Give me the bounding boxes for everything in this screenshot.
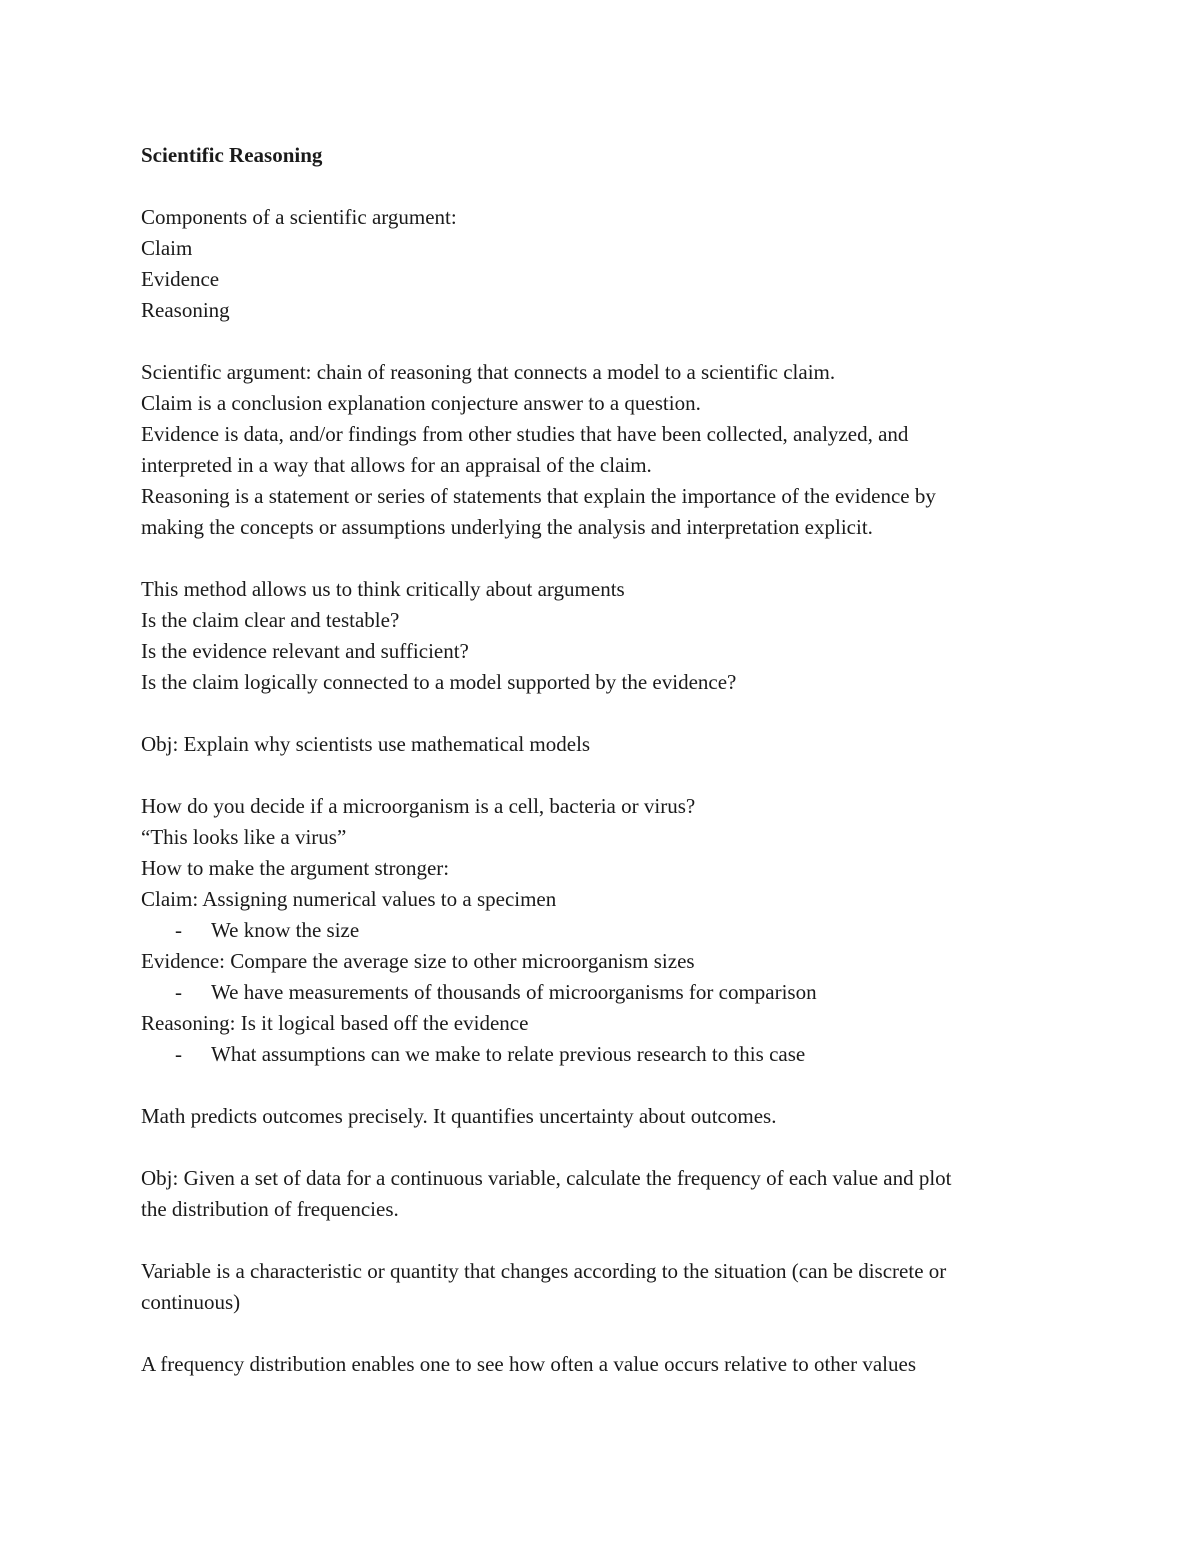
- variable-line: continuous): [141, 1290, 241, 1314]
- math-statement: Math predicts outcomes precisely. It quantifies uncertainty about outcomes.: [141, 1104, 777, 1128]
- bullet-dash: -: [175, 918, 182, 942]
- component-item: Reasoning: [141, 298, 230, 322]
- definition-line: Reasoning is a statement or series of statements that explain the importance of the evidence by: [141, 484, 936, 508]
- bullet-text: What assumptions can we make to relate previous research to this case: [211, 1042, 806, 1066]
- example-question: How do you decide if a microorganism is a cell, bacteria or virus?: [141, 794, 696, 818]
- spacer: [141, 760, 1071, 791]
- claim-line: Claim: Assigning numerical values to a specimen: [141, 887, 557, 911]
- definition-line: Claim is a conclusion explanation conjecture answer to a question.: [141, 391, 701, 415]
- reasoning-line: Reasoning: Is it logical based off the evidence: [141, 1011, 529, 1035]
- variable-line: Variable is a characteristic or quantity that changes according to the situation (can be discrete or: [141, 1259, 947, 1283]
- example-stronger: How to make the argument stronger:: [141, 856, 450, 880]
- spacer: [141, 1132, 1071, 1163]
- objective-line: Obj: Given a set of data for a continuous variable, calculate the frequency of each value and plot: [141, 1166, 952, 1190]
- bullet-text: We know the size: [211, 918, 360, 942]
- spacer: [141, 543, 1071, 574]
- method-line: Is the evidence relevant and sufficient?: [141, 639, 469, 663]
- component-item: Evidence: [141, 267, 220, 291]
- method-line: Is the claim logically connected to a model supported by the evidence?: [141, 670, 737, 694]
- spacer: [141, 1318, 1071, 1349]
- document-page: [141, 140, 1071, 1380]
- components-heading: Components of a scientific argument:: [141, 205, 457, 229]
- bullet-text: We have measurements of thousands of microorganisms for comparison: [211, 980, 817, 1004]
- objective-line: the distribution of frequencies.: [141, 1197, 399, 1221]
- definition-line: Scientific argument: chain of reasoning that connects a model to a scientific claim.: [141, 360, 836, 384]
- bullet-dash: -: [175, 1042, 182, 1066]
- definition-line: interpreted in a way that allows for an appraisal of the claim.: [141, 453, 652, 477]
- claim-bullet: [141, 915, 1071, 946]
- component-item: Claim: [141, 236, 193, 260]
- spacer: [141, 326, 1071, 357]
- spacer: [141, 1070, 1071, 1101]
- definition-line: Evidence is data, and/or findings from other studies that have been collected, analyzed, and: [141, 422, 909, 446]
- spacer: [141, 171, 1071, 202]
- example-quote: “This looks like a virus”: [141, 825, 347, 849]
- evidence-line: Evidence: Compare the average size to other microorganism sizes: [141, 949, 695, 973]
- spacer: [141, 1225, 1071, 1256]
- bullet-dash: -: [175, 980, 182, 1004]
- objective-line: Obj: Explain why scientists use mathematical models: [141, 732, 591, 756]
- method-line: Is the claim clear and testable?: [141, 608, 400, 632]
- document-title: Scientific Reasoning: [141, 143, 323, 167]
- reasoning-bullet: [141, 1039, 1071, 1070]
- method-line: This method allows us to think critically about arguments: [141, 577, 625, 601]
- evidence-bullet: [141, 977, 1071, 1008]
- spacer: [141, 698, 1071, 729]
- frequency-line: A frequency distribution enables one to see how often a value occurs relative to other values: [141, 1352, 916, 1376]
- definition-line: making the concepts or assumptions underlying the analysis and interpretation explicit.: [141, 515, 873, 539]
